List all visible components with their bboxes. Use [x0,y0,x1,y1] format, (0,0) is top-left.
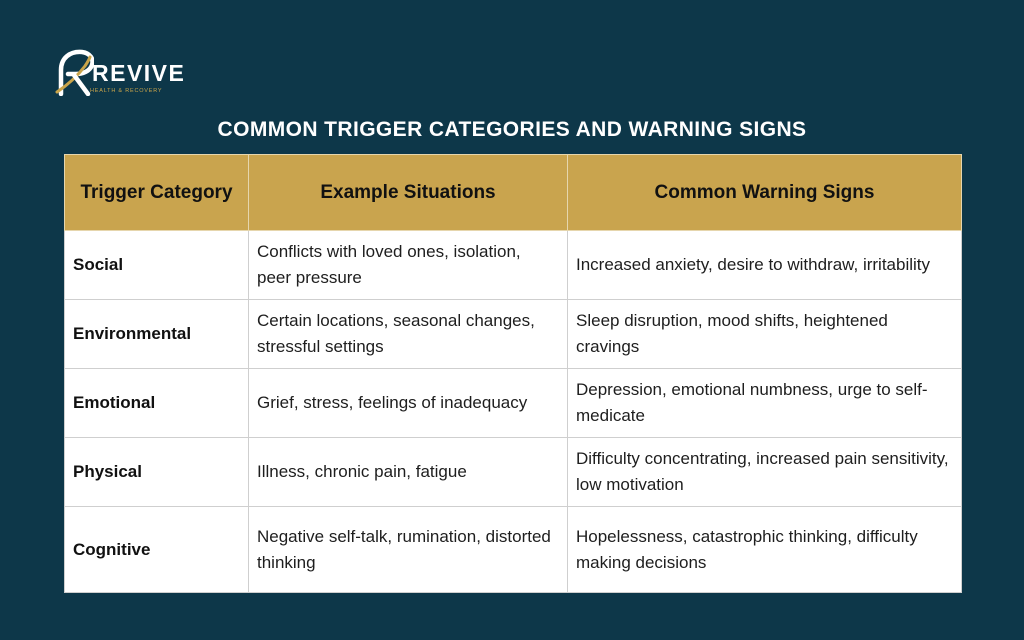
situations-cell: Certain locations, seasonal changes, stressful settings [249,300,568,369]
table-row [65,507,962,593]
brand-name: REVIVE [92,60,186,86]
category-cell: Cognitive [65,507,249,593]
category-cell: Physical [65,438,249,507]
header-example-situations: Example Situations [249,155,568,231]
table-row [65,231,962,300]
brand-logo [54,48,194,100]
header-trigger-category: Trigger Category [65,155,249,231]
header-common-warning-signs: Common Warning Signs [568,155,962,231]
category-cell: Emotional [65,369,249,438]
category-cell: Social [65,231,249,300]
page-title: COMMON TRIGGER CATEGORIES AND WARNING SIGNS [217,118,807,141]
revive-logo-mark-icon [54,48,94,96]
category-cell: Environmental [65,300,249,369]
signs-cell: Increased anxiety, desire to withdraw, irritability [568,231,962,300]
signs-cell: Hopelessness, catastrophic thinking, difficulty making decisions [568,507,962,593]
table-row [65,369,962,438]
situations-cell: Illness, chronic pain, fatigue [249,438,568,507]
table-row [65,300,962,369]
table-header-row [65,155,962,231]
situations-cell: Conflicts with loved ones, isolation, peer pressure [249,231,568,300]
signs-cell: Sleep disruption, mood shifts, heightened cravings [568,300,962,369]
triggers-table [64,154,962,593]
brand-tagline: HEALTH & RECOVERY [90,88,163,94]
signs-cell: Depression, emotional numbness, urge to self-medicate [568,369,962,438]
signs-cell: Difficulty concentrating, increased pain sensitivity, low motivation [568,438,962,507]
situations-cell: Grief, stress, feelings of inadequacy [249,369,568,438]
table-row [65,438,962,507]
situations-cell: Negative self-talk, rumination, distorted thinking [249,507,568,593]
